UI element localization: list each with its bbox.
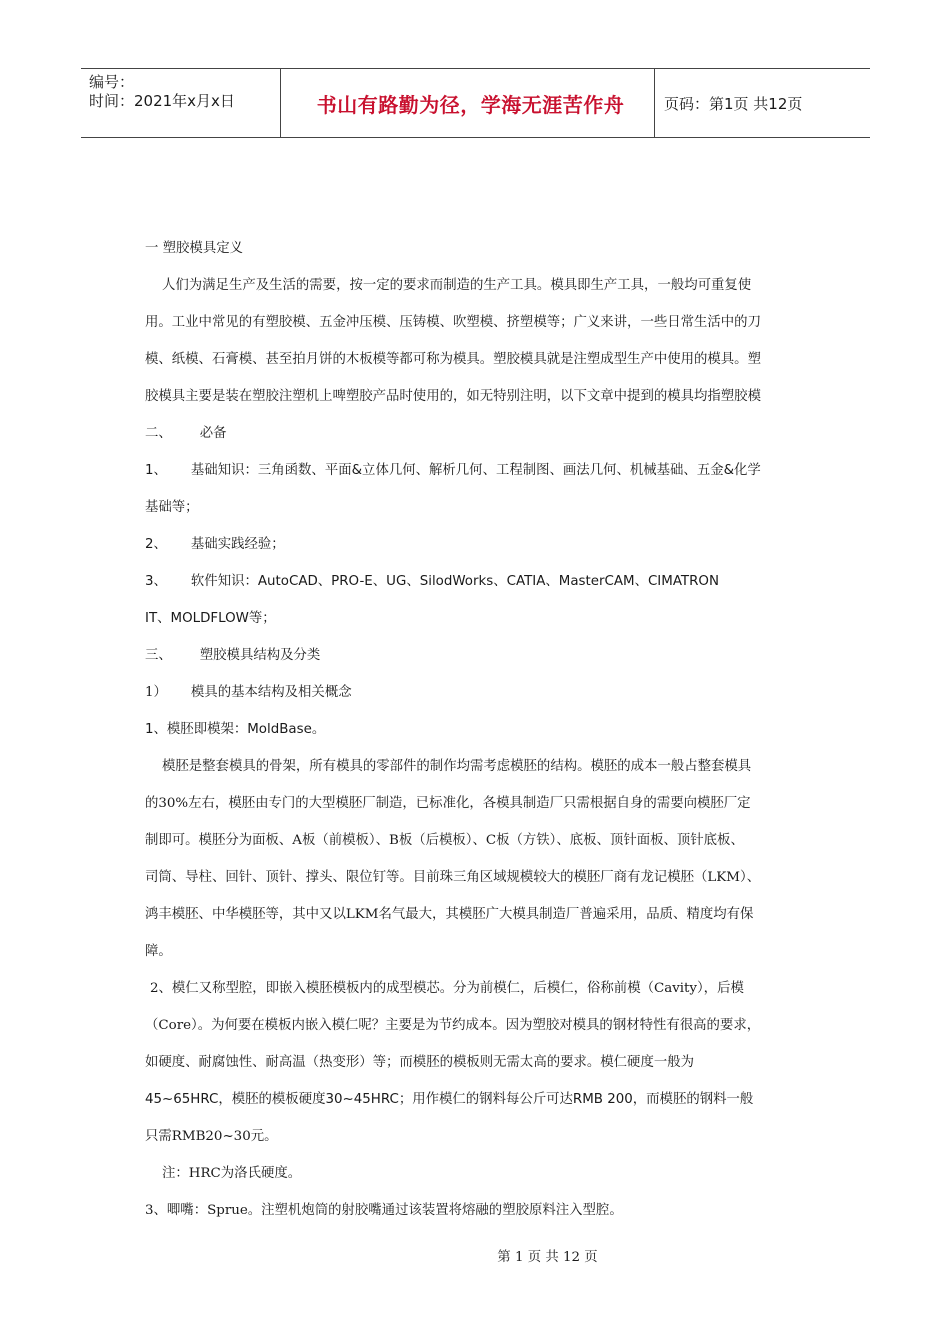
- paragraph-line: 的30%左右，模胚由专门的大型模胚厂制造，已标准化，各模具制造厂只需根据自身的需要向模胚厂定: [145, 796, 751, 811]
- paragraph-line: （Core）。为何要在模板内嵌入模仁呢？主要是为节约成本。因为塑胶对模具的钢材特性有很高的要求，: [145, 1018, 761, 1033]
- list-item: [145, 563, 813, 600]
- subsection-title: [145, 674, 813, 711]
- document-body: [145, 230, 813, 1229]
- paragraph-line: 障。: [145, 944, 172, 959]
- section-number: 三、: [145, 648, 172, 663]
- list-text: 基础知识：三角函数、平面&立体几何、解析几何、工程制图、画法几何、机械基础、五金&化学: [190, 463, 761, 478]
- page-info: 页码：第1页 共12页: [664, 94, 803, 113]
- section-3-title: [145, 637, 813, 674]
- subsection-number: 1）: [145, 685, 167, 700]
- item-title: 1、模胚即模架：MoldBase。: [145, 722, 326, 737]
- section-1-title: 一 塑胶模具定义: [145, 241, 243, 256]
- list-number: 1、: [145, 463, 167, 478]
- section-2-title: [145, 415, 813, 452]
- list-item: [145, 526, 813, 563]
- paragraph-line: 如硬度、耐腐蚀性、耐高温（热变形）等；而模胚的模板则无需太高的要求。模仁硬度一般为: [145, 1055, 695, 1070]
- header-page-cell: [655, 69, 870, 137]
- paragraph-line: 制即可。模胚分为面板、A板（前模板）、B板（后模板）、C板（方铁）、底板、顶针面板、顶针底板、: [145, 833, 744, 848]
- paragraph-line: IT、MOLDFLOW等；: [145, 611, 276, 626]
- list-number: 3、: [145, 574, 167, 589]
- list-number: 2、: [145, 537, 167, 552]
- section-heading: 必备: [199, 426, 227, 441]
- paragraph-line: 司筒、导柱、回针、顶针、撑头、限位钉等。目前珠三角区域规模较大的模胚厂商有龙记模胚（LKM）、: [145, 870, 761, 885]
- paragraph-line: 模、纸模、石膏模、甚至拍月饼的木板模等都可称为模具。塑胶模具就是注塑成型生产中使用的模具。塑: [145, 352, 761, 367]
- page-header: [81, 68, 870, 138]
- section-heading: 塑胶模具结构及分类: [199, 648, 321, 663]
- paragraph-line: 人们为满足生产及生活的需要，按一定的要求而制造的生产工具。模具即生产工具，一般均可重复使: [162, 278, 752, 293]
- item-title: 3、唧嘴：Sprue。注塑机炮筒的射胶嘴通过该装置将熔融的塑胶原料注入型腔。: [145, 1203, 623, 1218]
- paragraph-line: 基础等；: [145, 500, 199, 515]
- paragraph-line: 只需RMB20~30元。: [145, 1129, 278, 1144]
- footer-page-number: 第 1 页 共 12 页: [497, 1250, 598, 1265]
- header-meta-cell: [81, 69, 281, 137]
- paragraph-line: 胶模具主要是装在塑胶注塑机上啤塑胶产品时使用的，如无特别注明，以下文章中提到的模具均指塑胶模: [145, 389, 761, 404]
- paragraph-line: 2、模仁又称型腔，即嵌入模胚模板内的成型模芯。分为前模仁，后模仁，俗称前模（Cavity），后模: [150, 981, 744, 996]
- list-text: 基础实践经验；: [190, 537, 285, 552]
- list-item: [145, 452, 813, 489]
- paragraph-line: 45~65HRC，模胚的模板硬度30~45HRC；用作模仁的钢料每公斤可达RMB 200，而模胚的钢料一般: [145, 1092, 754, 1107]
- page-footer: [0, 1246, 950, 1265]
- date-label: 时间：2021年x月x日: [89, 92, 235, 110]
- paragraph-line: 模胚是整套模具的骨架，所有模具的零部件的制作均需考虑模胚的结构。模胚的成本一般占整套模具: [162, 759, 752, 774]
- paragraph-line: 鸿丰模胚、中华模胚等，其中又以LKM名气最大，其模胚广大模具制造厂普遍采用，品质、精度均有保: [145, 907, 754, 922]
- section-number: 二、: [145, 426, 172, 441]
- motto-text: 书山有路勤为径，学海无涯苦作舟: [316, 92, 625, 117]
- number-label: 编号：: [89, 73, 135, 91]
- paragraph-line: 用。工业中常见的有塑胶模、五金冲压模、压铸模、吹塑模、挤塑模等；广义来讲，一些日常生活中的刀: [145, 315, 761, 330]
- header-motto-cell: [281, 69, 655, 137]
- note-line: 注：HRC为洛氏硬度。: [162, 1166, 302, 1181]
- subsection-heading: 模具的基本结构及相关概念: [190, 685, 352, 700]
- list-text: 软件知识：AutoCAD、PRO-E、UG、SilodWorks、CATIA、MasterCAM、CIMATRON: [190, 574, 719, 589]
